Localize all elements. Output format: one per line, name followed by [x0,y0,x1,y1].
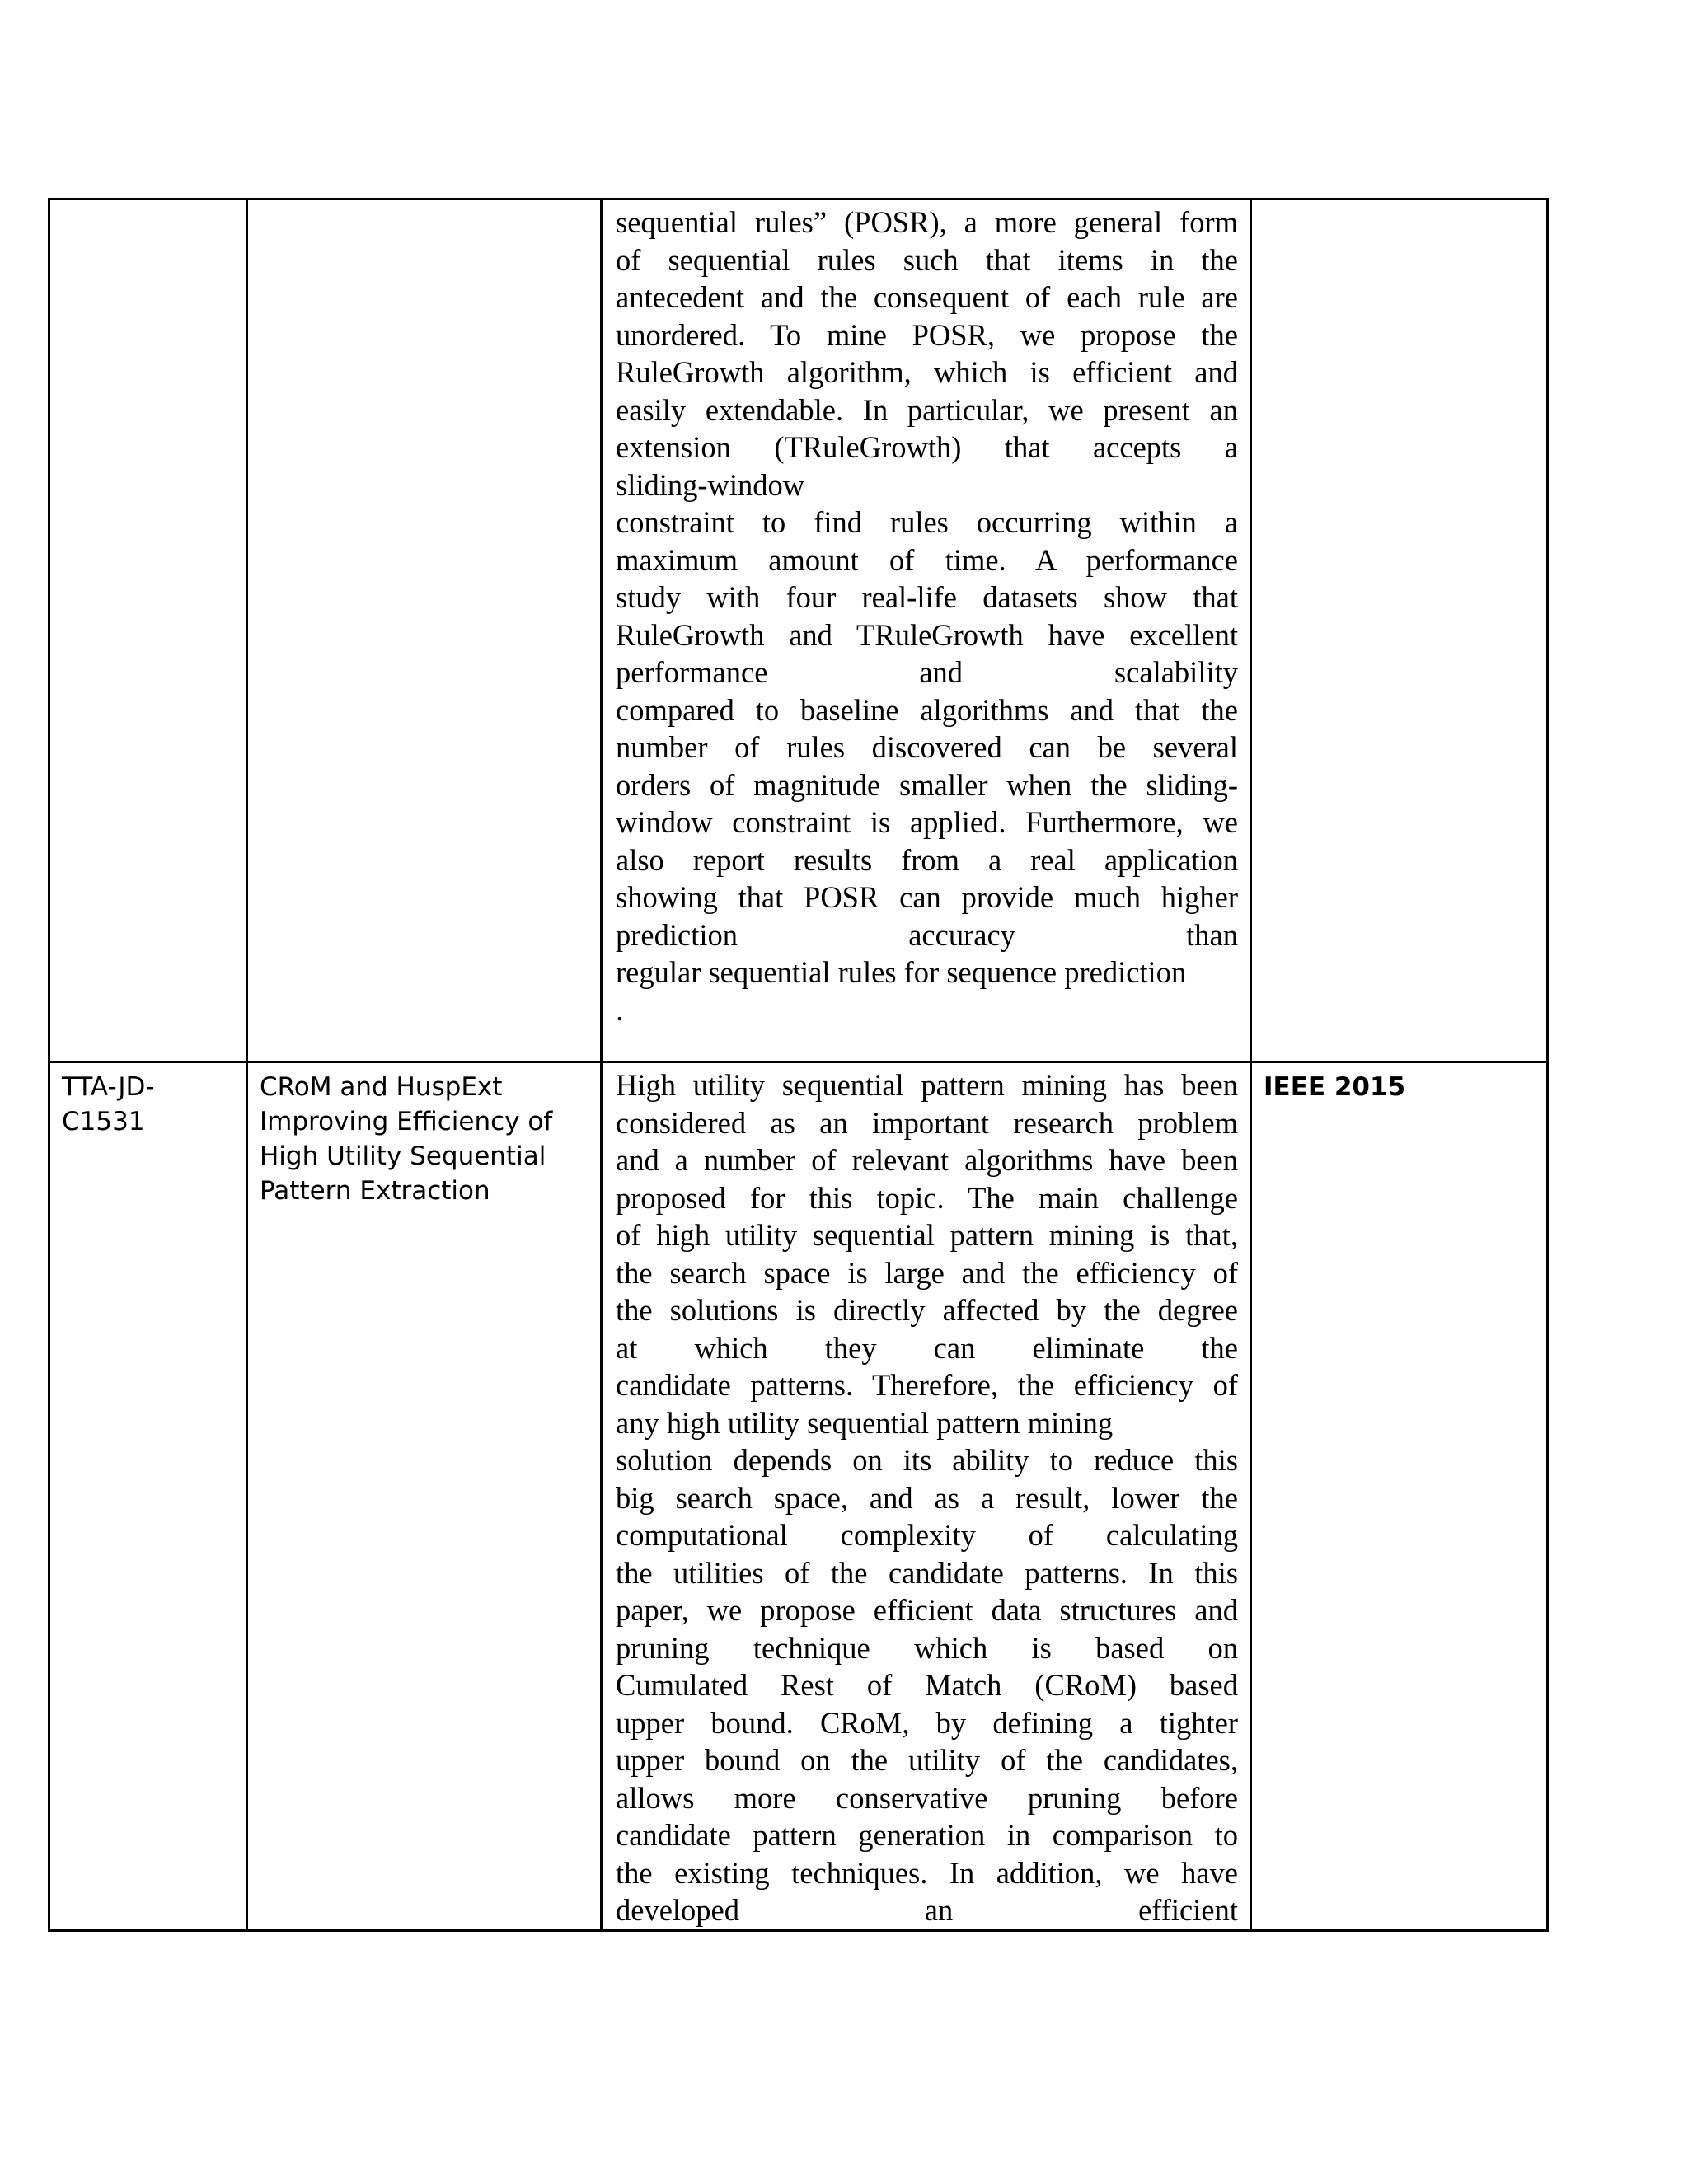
abstract-line: . [616,992,624,1027]
publication-year [1252,200,1546,207]
abstract-line: sliding-window [616,467,805,502]
abstract-line: upper bound on the utility of the candidates, [616,1743,1238,1777]
year-cell [1251,1062,1548,1931]
project-code [50,200,246,207]
abstract-line: performance and scalability [616,655,1238,689]
project-code-cell [49,199,247,1062]
abstract-line: regular sequential rules for sequence prediction [616,955,1187,989]
abstract-line: the existing techniques. In addition, we have [616,1855,1238,1890]
abstract-line: RuleGrowth and TRuleGrowth have excellent [616,617,1238,652]
abstract-line: compared to baseline algorithms and that the [616,692,1238,727]
project-code-cell [49,1062,247,1931]
abstract-line: prediction accuracy than [616,917,1238,952]
abstract-line: at which they can eliminate the [616,1330,1238,1365]
abstract-line: allows more conservative pruning before [616,1780,1238,1815]
abstract-text [603,200,1250,1029]
abstract-line: extension (TRuleGrowth) that accepts a [616,430,1238,464]
abstract-cell [602,199,1251,1062]
abstract-line: computational complexity of calculating [616,1518,1238,1552]
abstract-line: the utilities of the candidate patterns. In this [616,1555,1238,1590]
abstract-line: candidate pattern generation in comparison to [616,1818,1238,1852]
abstract-line: candidate patterns. Therefore, the efficiency of [616,1368,1238,1402]
project-title-cell [247,199,602,1062]
abstract-line: upper bound. CRoM, by defining a tighter [616,1705,1238,1740]
table-row [49,199,1548,1062]
abstract-line: and a number of relevant algorithms have been [616,1143,1238,1177]
abstract-line: number of rules discovered can be several [616,730,1238,764]
publication-year: IEEE 2015 [1264,1072,1406,1102]
project-code: TTA-JD- C1531 [62,1072,155,1137]
abstract-line: of sequential rules such that items in the [616,242,1238,277]
table-row [49,1062,1548,1931]
abstract-line: RuleGrowth algorithm, which is efficient and [616,355,1238,389]
abstract-line: High utility sequential pattern mining has been [616,1068,1238,1102]
abstract-line: antecedent and the consequent of each rule are [616,280,1238,314]
abstract-line: Cumulated Rest of Match (CRoM) based [616,1668,1238,1702]
abstract-line: window constraint is applied. Furthermore, we [616,805,1238,839]
abstract-line: any high utility sequential pattern mining [616,1405,1114,1440]
abstract-line: pruning technique which is based on [616,1630,1238,1665]
abstract-line: proposed for this topic. The main challenge [616,1180,1238,1215]
abstract-line: considered as an important research problem [616,1105,1238,1140]
abstract-line: maximum amount of time. A performance [616,542,1238,577]
abstract-line: the solutions is directly affected by the degree [616,1293,1238,1327]
abstract-line: developed an efficient [616,1893,1238,1927]
abstract-line: constraint to find rules occurring within a [616,505,1238,539]
abstract-line: orders of magnitude smaller when the sliding- [616,767,1238,802]
project-title [248,200,600,207]
abstract-line: paper, we propose efficient data structures and [616,1593,1238,1627]
abstract-line: unordered. To mine POSR, we propose the [616,317,1238,352]
abstract-cell [602,1062,1251,1931]
abstract-line: the search space is large and the efficiency of [616,1255,1238,1290]
abstract-line: sequential rules” (POSR), a more general form [616,205,1238,239]
abstract-line: study with four real-life datasets show that [616,580,1238,614]
abstract-text [603,1063,1250,1929]
project-title-cell [247,1062,602,1931]
year-cell [1251,199,1548,1062]
project-title: CRoM and HuspExt Improving Efficiency of High Utility Sequential Pattern Extraction [260,1072,553,1206]
abstract-line: showing that POSR can provide much higher [616,880,1238,914]
abstract-line: easily extendable. In particular, we present an [616,392,1238,427]
abstract-line: of high utility sequential pattern mining is that, [616,1218,1238,1252]
project-table [48,198,1549,1932]
abstract-line: big search space, and as a result, lower the [616,1480,1238,1515]
abstract-line: solution depends on its ability to reduce this [616,1443,1238,1477]
abstract-line: also report results from a real application [616,842,1238,877]
